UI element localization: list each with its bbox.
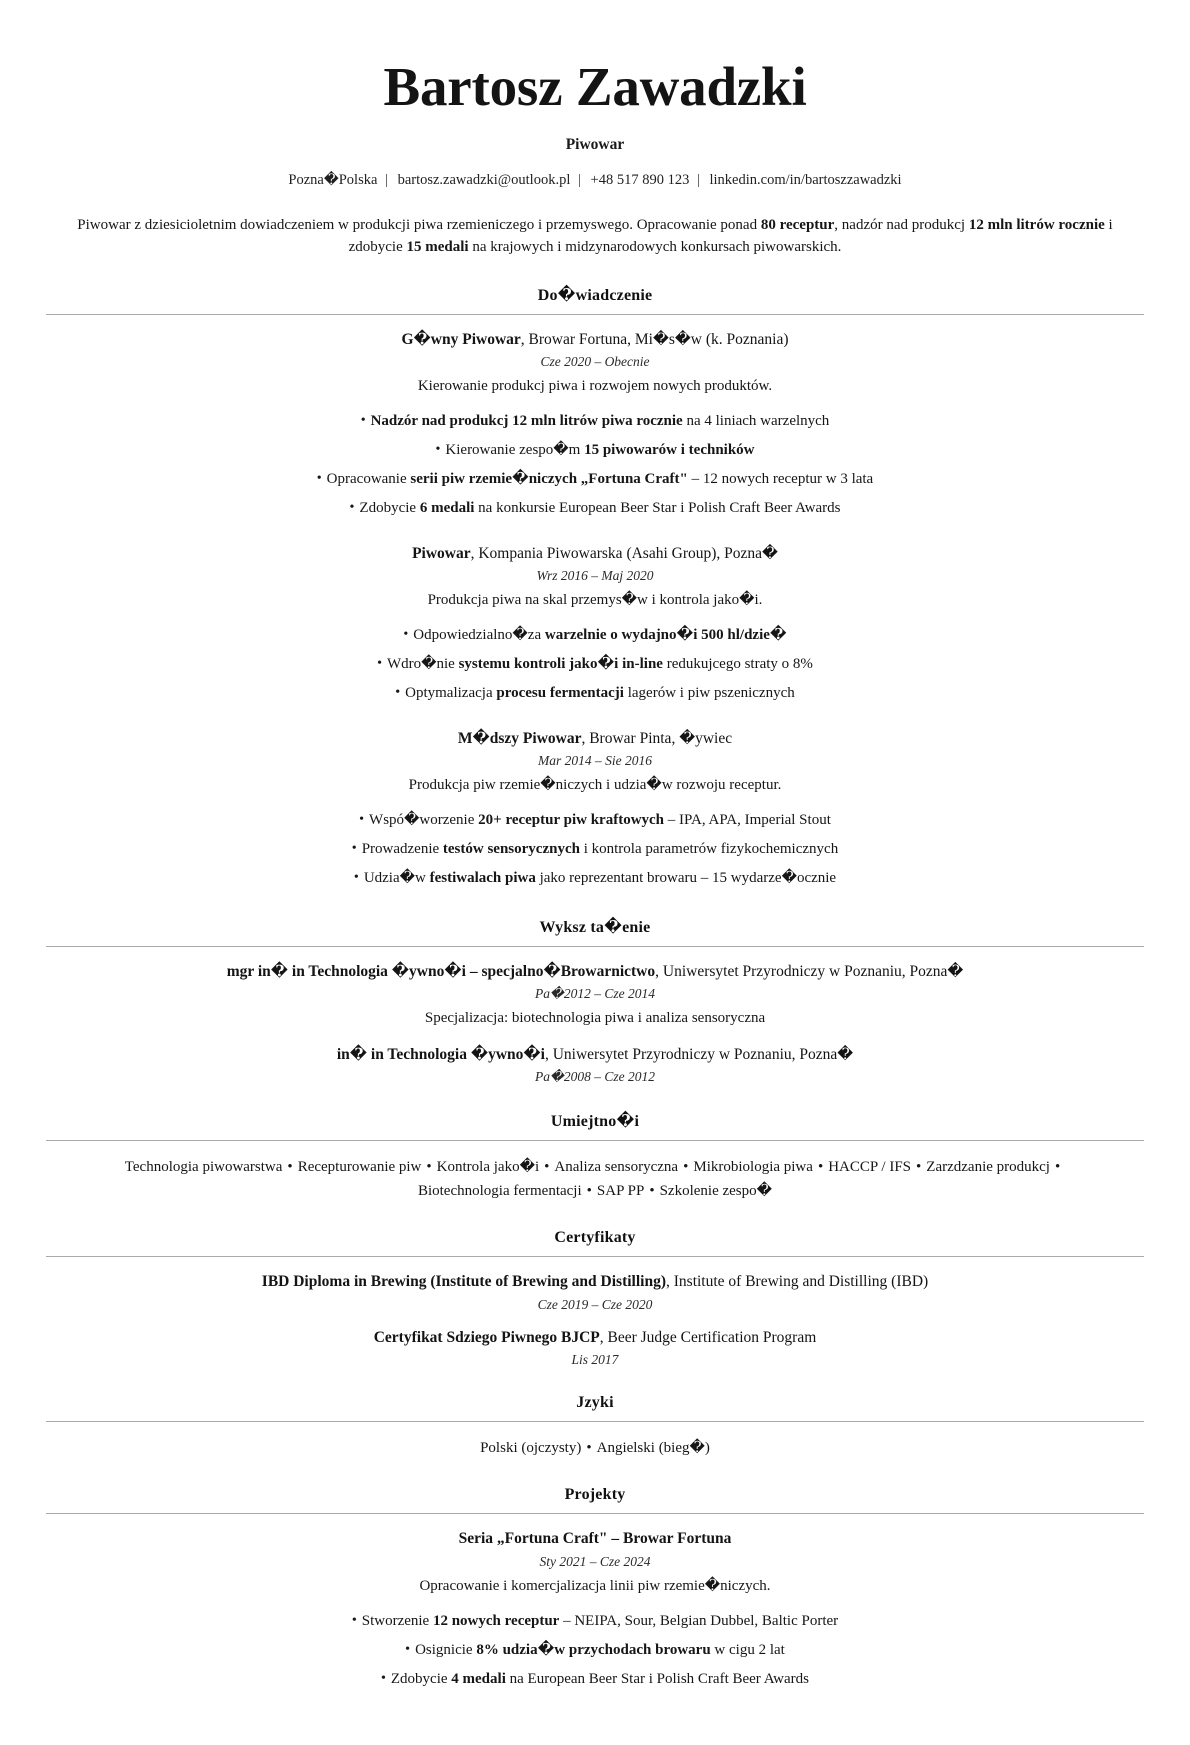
professional-summary [75,214,1115,259]
list-item [46,468,1144,491]
experience-job-title: M�dszy Piwowar [457,729,582,747]
job-title-subtitle: Piwowar [565,135,625,153]
skill-item: Analiza sensoryczna [554,1159,679,1176]
experience-entry [46,329,1144,521]
list-item [46,682,1144,705]
experience-date-range: Wrz 2016 – Maj 2020 [536,568,654,584]
bullet-dot-icon: • [316,471,322,487]
experience-entry [46,728,1144,891]
bullet-pre: Wspó�worzenie [369,811,479,828]
section-divider [46,314,1144,315]
bullet-text: jako reprezentant browaru – 15 wydarze�ocznie [535,870,837,887]
contact-linkedin[interactable]: linkedin.com/in/bartoszzawadzki [709,171,902,188]
language-item: Polski (ojczysty) [480,1440,582,1457]
certificate-entry-heading [46,1271,1144,1293]
bullet-pre: Prowadzenie [361,841,443,858]
bullet-pre: Stworzenie [361,1612,433,1629]
list-item [46,410,1144,433]
bullet-bold: Nadzór nad produkcj 12 mln litrów piwa rocznie [370,412,683,429]
certificate-entry-heading [46,1327,1144,1349]
bullet-bold: warzelnie o wydajno�i 500 hl/dzie� [544,626,787,643]
bullet-pre: Optymalizacja [405,685,497,702]
section-title-projects: Projekty [564,1486,626,1504]
section-divider [46,1256,1144,1257]
bullet-bold: systemu kontroli jako�i in-line [458,656,663,673]
experience-entry-heading [46,543,1144,565]
experience-bullet-list [46,624,1144,706]
section-title-skills: Umiejtno�i [550,1113,640,1131]
experience-description: Produkcja piw rzemie�niczych i udzia�w rozwoju receptur. [408,777,782,794]
bullet-text: – NEIPA, Sour, Belgian Dubbel, Baltic Porter [559,1612,839,1629]
list-item [46,497,1144,520]
bullet-bold: 15 piwowarów i techników [584,441,755,458]
section-divider [46,1421,1144,1422]
experience-bullet-list [46,410,1144,521]
resume-header [46,58,1144,259]
section-title-education: Wyksz ta�enie [539,918,651,936]
contact-separator-1: | [385,171,388,188]
bullet-text: – IPA, APA, Imperial Stout [664,811,831,828]
list-item [46,1639,1144,1662]
page-title: Bartosz Zawadzki [383,56,807,117]
contact-separator-3: | [696,171,700,188]
summary-text-1: Piwowar z dziesicioletnim do [77,216,256,233]
bullet-pre: Kierowanie zespo�m [445,441,585,458]
bullet-separator-icon: • [586,1440,592,1457]
bullet-separator-icon: • [544,1159,550,1176]
experience-job-title: Piwowar [412,544,471,562]
skills-list [90,1155,1100,1203]
bullet-separator-icon: • [1054,1159,1061,1176]
bullet-bold: 12 nowych receptur [432,1612,560,1629]
bullet-dot-icon: • [353,870,359,886]
skill-item: HACCP / IFS [828,1159,912,1176]
summary-text-6: i zdobycie [348,216,1113,255]
certificate-issuer: , Institute of Brewing and Distilling (IBD) [666,1273,929,1291]
experience-date-range: Cze 2020 – Obecnie [540,353,650,369]
skill-item: Biotechnologia fermentacji [417,1183,582,1200]
education-entry-heading [46,1044,1144,1066]
bullet-dot-icon: • [359,811,365,827]
certificate-date-range: Lis 2017 [571,1352,619,1368]
bullet-separator-icon: • [649,1183,655,1200]
skill-item: Technologia piwowarstwa [124,1159,283,1176]
certificate-name: IBD Diploma in Brewing (Institute of Brewing and Distilling) [261,1273,666,1291]
summary-text-7: na krajowych i midzynarodowych konkursach piwowarskich. [468,239,842,255]
experience-date-range: Mar 2014 – Sie 2016 [538,753,652,769]
bullet-pre: Osignicie [415,1641,477,1658]
summary-text-2: wiadczeniem w produkcji piwa rzemie [255,216,488,233]
summary-text-4: wego. Opracowanie ponad [596,216,761,233]
contact-location: Pozna�Polska [288,171,378,188]
experience-company: , Browar Fortuna, Mi�s�w (k. Poznania) [520,330,789,348]
project-description: Opracowanie i komercjalizacja linii piw rzemie�niczych. [419,1577,771,1594]
experience-description: Produkcja piwa na skal przemys�w i kontrola jako�i. [427,592,763,609]
section-title-languages: Jzyki [576,1394,614,1412]
section-experience [46,285,1144,891]
section-education [46,917,1144,1086]
bullet-bold: procesu fermentacji [496,685,624,702]
project-entry [46,1528,1144,1691]
education-entry [46,961,1144,1030]
experience-entry-heading [46,329,1144,351]
language-item: Angielski (bieg�) [596,1440,710,1457]
section-divider [46,1513,1144,1514]
summary-highlight-recipes: 80 receptur [760,216,835,233]
education-entry-heading [46,961,1144,983]
skill-item: Recepturowanie piw [297,1159,422,1176]
bullet-text: redukujcego straty o 8% [662,656,813,673]
bullet-dot-icon: • [360,412,366,428]
bullet-dot-icon: • [395,685,401,701]
certificate-entry [46,1271,1144,1312]
project-entry-heading [46,1528,1144,1550]
education-degree: in� in Technologia �ywno�i [336,1045,545,1063]
skill-item: Mikrobiologia piwa [693,1159,813,1176]
section-certificates [46,1229,1144,1368]
bullet-separator-icon: • [683,1159,689,1176]
bullet-bold: 8% udzia�w przychodach browaru [476,1641,711,1658]
certificate-entry [46,1327,1144,1368]
education-entry [46,1044,1144,1085]
skill-item: Szkolenie zespo� [659,1183,773,1200]
bullet-dot-icon: • [351,841,357,857]
bullet-pre: Zdobycie [359,500,420,517]
list-item [46,838,1144,861]
contact-separator-2: | [578,171,581,188]
bullet-bold: serii piw rzemie�niczych „Fortuna Craft" [410,471,688,488]
education-date-range: Pa�2008 – Cze 2012 [535,1069,655,1085]
languages-list [90,1436,1100,1460]
summary-text-3: niczego i przemys [487,216,597,233]
project-date-range: Sty 2021 – Cze 2024 [539,1553,651,1569]
bullet-dot-icon: • [403,626,409,642]
bullet-bold: testów sensorycznych [442,841,580,858]
project-name: Seria „Fortuna Craft" – Browar Fortuna [458,1530,732,1548]
bullet-separator-icon: • [817,1159,824,1176]
contact-phone[interactable]: +48 517 890 123 [590,171,690,188]
bullet-dot-icon: • [405,1641,411,1657]
bullet-text: lagerów i piw pszenicznych [623,685,795,702]
certificate-date-range: Cze 2019 – Cze 2020 [537,1296,653,1312]
bullet-text: na 4 liniach warzelnych [682,412,830,429]
section-title-certificates: Certyfikaty [554,1229,636,1247]
bullet-pre: Udzia�w [363,870,430,887]
section-skills [46,1111,1144,1203]
bullet-dot-icon: • [377,656,382,672]
section-languages [46,1394,1144,1460]
bullet-text: w cigu 2 lat [710,1641,785,1658]
bullet-bold: 6 medali [419,500,475,517]
list-item [46,439,1144,462]
list-item [46,653,1144,676]
bullet-separator-icon: • [287,1159,293,1176]
bullet-bold: festiwalach piwa [429,870,536,887]
list-item [46,1610,1144,1633]
contact-line [46,170,1144,192]
bullet-pre: Odpowiedzialno�za [413,626,545,643]
summary-highlight-volume: 12 mln litrów rocznie [968,216,1105,233]
bullet-dot-icon: • [349,500,355,516]
certificate-issuer: , Beer Judge Certification Program [599,1328,817,1346]
bullet-dot-icon: • [435,441,441,457]
experience-job-title: G�wny Piwowar [401,330,521,348]
skill-item: Kontrola jako�i [436,1159,540,1176]
project-bullet-list [46,1610,1144,1692]
experience-company: , Browar Pinta, �ywiec [581,729,733,747]
experience-entry [46,543,1144,706]
experience-entry-heading [46,728,1144,750]
bullet-pre: Opracowanie [326,471,411,488]
summary-text-5: , nadzór nad produkcj [834,216,969,233]
bullet-separator-icon: • [586,1183,592,1200]
education-date-range: Pa�2012 – Cze 2014 [535,986,655,1002]
experience-bullet-list [46,809,1144,891]
bullet-text: na European Beer Star i Polish Craft Beer Awards [505,1671,810,1687]
list-item [46,809,1144,832]
summary-highlight-medals: 15 medali [406,239,469,255]
bullet-pre: Zdobycie [390,1671,452,1687]
section-projects [46,1486,1144,1691]
skill-item: SAP PP [596,1183,645,1200]
bullet-separator-icon: • [916,1159,922,1176]
education-institution: , Uniwersytet Przyrodniczy w Poznaniu, Pozna� [544,1045,854,1063]
bullet-bold: 20+ receptur piw kraftowych [478,811,665,828]
bullet-bold: 4 medali [451,1671,506,1687]
certificate-name: Certyfikat Sdziego Piwnego BJCP [373,1328,600,1346]
bullet-dot-icon: • [351,1612,357,1628]
education-institution: , Uniwersytet Przyrodniczy w Poznaniu, Pozna� [655,962,964,980]
bullet-dot-icon: • [380,1671,386,1686]
experience-company: , Kompania Piwowarska (Asahi Group), Pozna� [470,544,778,562]
section-title-experience: Do�wiadczenie [537,286,653,304]
section-divider [46,1140,1144,1141]
bullet-text: i kontrola parametrów fizykochemicznych [579,841,839,858]
bullet-separator-icon: • [426,1159,432,1176]
education-degree: mgr in� in Technologia �ywno�i – specjalno�Browarnictwo [226,962,656,980]
bullet-text: – 12 nowych receptur w 3 lata [687,471,874,488]
list-item [46,624,1144,647]
education-description: Specjalizacja: biotechnologia piwa i analiza sensoryczna [424,1010,766,1027]
list-item [46,1668,1144,1691]
bullet-text: na konkursie European Beer Star i Polish Craft Beer Awards [474,500,841,517]
experience-description: Kierowanie produkcj piwa i rozwojem nowych produktów. [417,377,773,394]
bullet-pre: Wdro�nie [386,656,459,673]
skill-item: Zarzdzanie produkcj [926,1159,1050,1176]
list-item [46,867,1144,890]
contact-email[interactable]: bartosz.zawadzki@outlook.pl [397,171,571,188]
section-divider [46,946,1144,947]
